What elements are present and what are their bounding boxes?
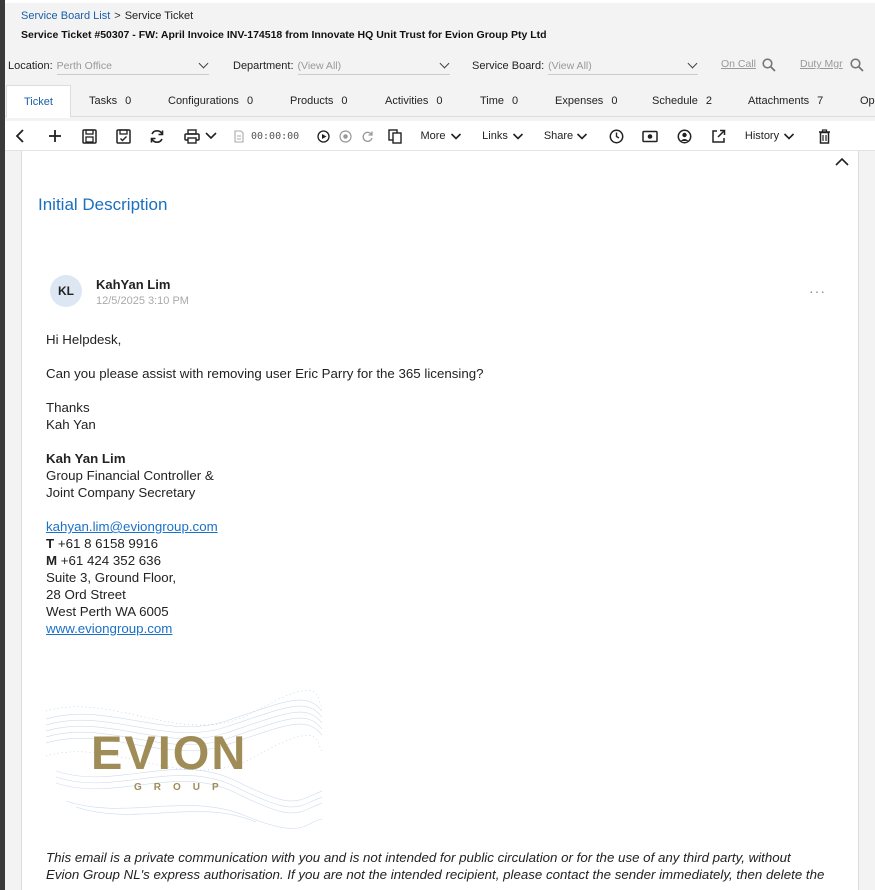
copy-icon [388,129,402,144]
tab-attachments[interactable] [748,85,823,117]
chevron-up-icon[interactable] [834,155,850,169]
email-request: Can you please assist with removing user Eric Parry for the 365 licensing? [46,366,484,381]
website-link[interactable]: www.eviongroup.com [46,621,173,636]
timer-value: 00:00:00 [251,130,300,142]
tab-ticket[interactable] [6,85,71,118]
more-label: More [420,130,446,142]
play-icon [317,130,330,143]
tab-expenses[interactable] [555,85,617,117]
tab-time[interactable] [480,85,518,117]
save-and-close-button[interactable] [115,127,131,145]
printer-icon [184,129,200,144]
contact-button[interactable] [676,127,692,145]
chevron-down-icon [576,132,588,141]
money-icon [642,130,658,143]
clock-icon [609,129,624,144]
tab-label: Op [860,95,875,107]
toolbar [5,121,875,151]
signature-title-1: Group Financial Controller & [46,468,214,483]
chevron-down-icon [450,132,462,141]
location-label: Location: [8,60,53,72]
chevron-down-icon [512,132,524,141]
time-entry-button[interactable] [608,127,624,145]
history-menu[interactable] [742,127,798,145]
tab-count: 2 [705,95,712,107]
duty-mgr-link[interactable]: Duty Mgr [800,58,843,70]
timer-display [233,127,311,145]
refresh-button[interactable] [149,127,165,145]
tab-count: 0 [436,95,443,107]
back-button[interactable] [13,127,29,145]
tab-schedule[interactable] [652,85,712,117]
trash-icon [818,129,831,144]
service-board-select[interactable] [548,57,698,75]
links-menu[interactable] [481,127,525,145]
department-label: Department: [233,60,294,72]
initial-description-panel [21,151,859,890]
page-title: Service Ticket #50307 - FW: April Invoice INV-174518 from Innovate HQ Unit Trust for Evion Group Pty Ltd [21,29,547,41]
tab-label: Time [480,95,505,107]
signature-title-2: Joint Company Secretary [46,485,196,500]
department-select[interactable] [298,57,450,75]
logo-wordmark: EVION [91,726,248,779]
stop-icon [339,130,352,143]
user-circle-icon [677,129,692,144]
breadcrumb [21,10,193,22]
external-link-icon [711,129,726,144]
tab-configurations[interactable] [168,85,253,117]
note-more-options[interactable]: ··· [809,283,826,299]
note-timestamp: 12/5/2025 3:10 PM [96,295,189,307]
new-button[interactable] [47,127,63,145]
department-filter [233,55,450,77]
tab-label: Products [290,95,334,107]
location-value: Perth Office [56,59,112,72]
chevron-down-icon [204,131,218,141]
share-label: Share [543,130,574,142]
timer-stop-button[interactable] [338,127,352,145]
delete-button[interactable] [816,127,832,145]
tab-bar [5,85,875,117]
chevron-left-icon [15,129,27,143]
on-call-link[interactable]: On Call [721,58,757,70]
chevron-down-icon [198,59,208,69]
disclaimer-line-1: This email is a private communication with you and is not intended for public circulation or for the use of any third party, without [46,850,791,865]
service-board-filter [472,55,698,77]
save-button[interactable] [81,127,97,145]
on-call-search-icon[interactable] [762,58,776,72]
tab-label: Activities [385,95,429,107]
email-disclaimer [46,849,846,883]
tab-count: 0 [246,95,254,107]
app-window [5,0,875,890]
email-signoff: Kah Yan [46,417,96,432]
tab-label: Configurations [168,95,239,107]
tab-count: 0 [341,95,348,107]
save-close-icon [116,129,131,144]
breadcrumb-current: Service Ticket [124,10,194,22]
timer-play-button[interactable] [316,127,330,145]
timesheet-icon [233,130,245,143]
expense-button[interactable] [642,127,658,145]
disclaimer-line-2: Evion Group NL's express authorisation. If you are not the intended recipient, please contact the sender immediately, then delete the [46,867,825,882]
mobile-number: +61 424 352 636 [57,553,161,568]
chevron-down-icon [439,59,449,69]
email-thanks: Thanks [46,400,90,415]
tab-tasks[interactable] [89,85,131,117]
address-line-3: West Perth WA 6005 [46,604,169,619]
tab-overflow[interactable] [860,85,875,117]
email-greeting: Hi Helpdesk, [46,332,122,347]
breadcrumb-service-board-list[interactable]: Service Board List [21,10,111,22]
chevron-down-icon [688,59,698,69]
tab-label: Schedule [652,95,698,107]
save-icon [82,129,97,144]
share-menu[interactable] [543,127,589,145]
refresh-icon [149,129,165,144]
links-label: Links [482,130,508,142]
breadcrumb-separator: > [114,10,121,22]
service-board-value: (View All) [548,59,592,72]
tab-label: Attachments [748,95,810,107]
email-body [46,331,846,637]
service-board-label: Service Board: [472,60,545,72]
phone-label: T [46,536,55,551]
history-label: History [744,130,780,142]
location-filter [8,55,209,77]
logo-subtitle: GROUP [134,782,231,793]
print-button[interactable] [183,127,219,145]
chevron-down-icon [783,132,795,141]
tab-count: 0 [611,95,618,107]
evion-logo [46,681,322,831]
tab-count: 7 [817,95,824,107]
tab-label: Expenses [555,95,604,107]
tab-products[interactable] [290,85,348,117]
tab-label: Tasks [89,95,118,107]
department-value: (View All) [297,59,342,72]
note-author: KahYan Lim [96,277,171,292]
tab-count: 0 [512,95,519,107]
open-external-button[interactable] [710,127,726,145]
mobile-label: M [46,553,58,568]
tab-label: Ticket [24,95,53,108]
top-line [5,0,875,3]
timer-reset-button[interactable] [360,127,374,145]
tab-activities[interactable] [385,85,443,117]
signature-name: Kah Yan Lim [46,451,126,466]
location-select[interactable] [57,57,209,75]
duty-mgr-search-icon[interactable] [850,58,864,72]
avatar: KL [50,275,82,307]
signature-email-link[interactable]: kahyan.lim@eviongroup.com [46,519,218,534]
tab-count: 0 [125,95,132,107]
reset-icon [361,130,374,143]
address-line-2: 28 Ord Street [46,587,126,602]
copy-button[interactable] [387,127,403,145]
phone-number: +61 8 6158 9916 [54,536,159,551]
filter-bar [5,55,875,77]
address-line-1: Suite 3, Ground Floor, [46,570,177,585]
more-menu[interactable] [419,127,463,145]
section-title: Initial Description [38,195,168,214]
plus-icon [48,129,62,143]
